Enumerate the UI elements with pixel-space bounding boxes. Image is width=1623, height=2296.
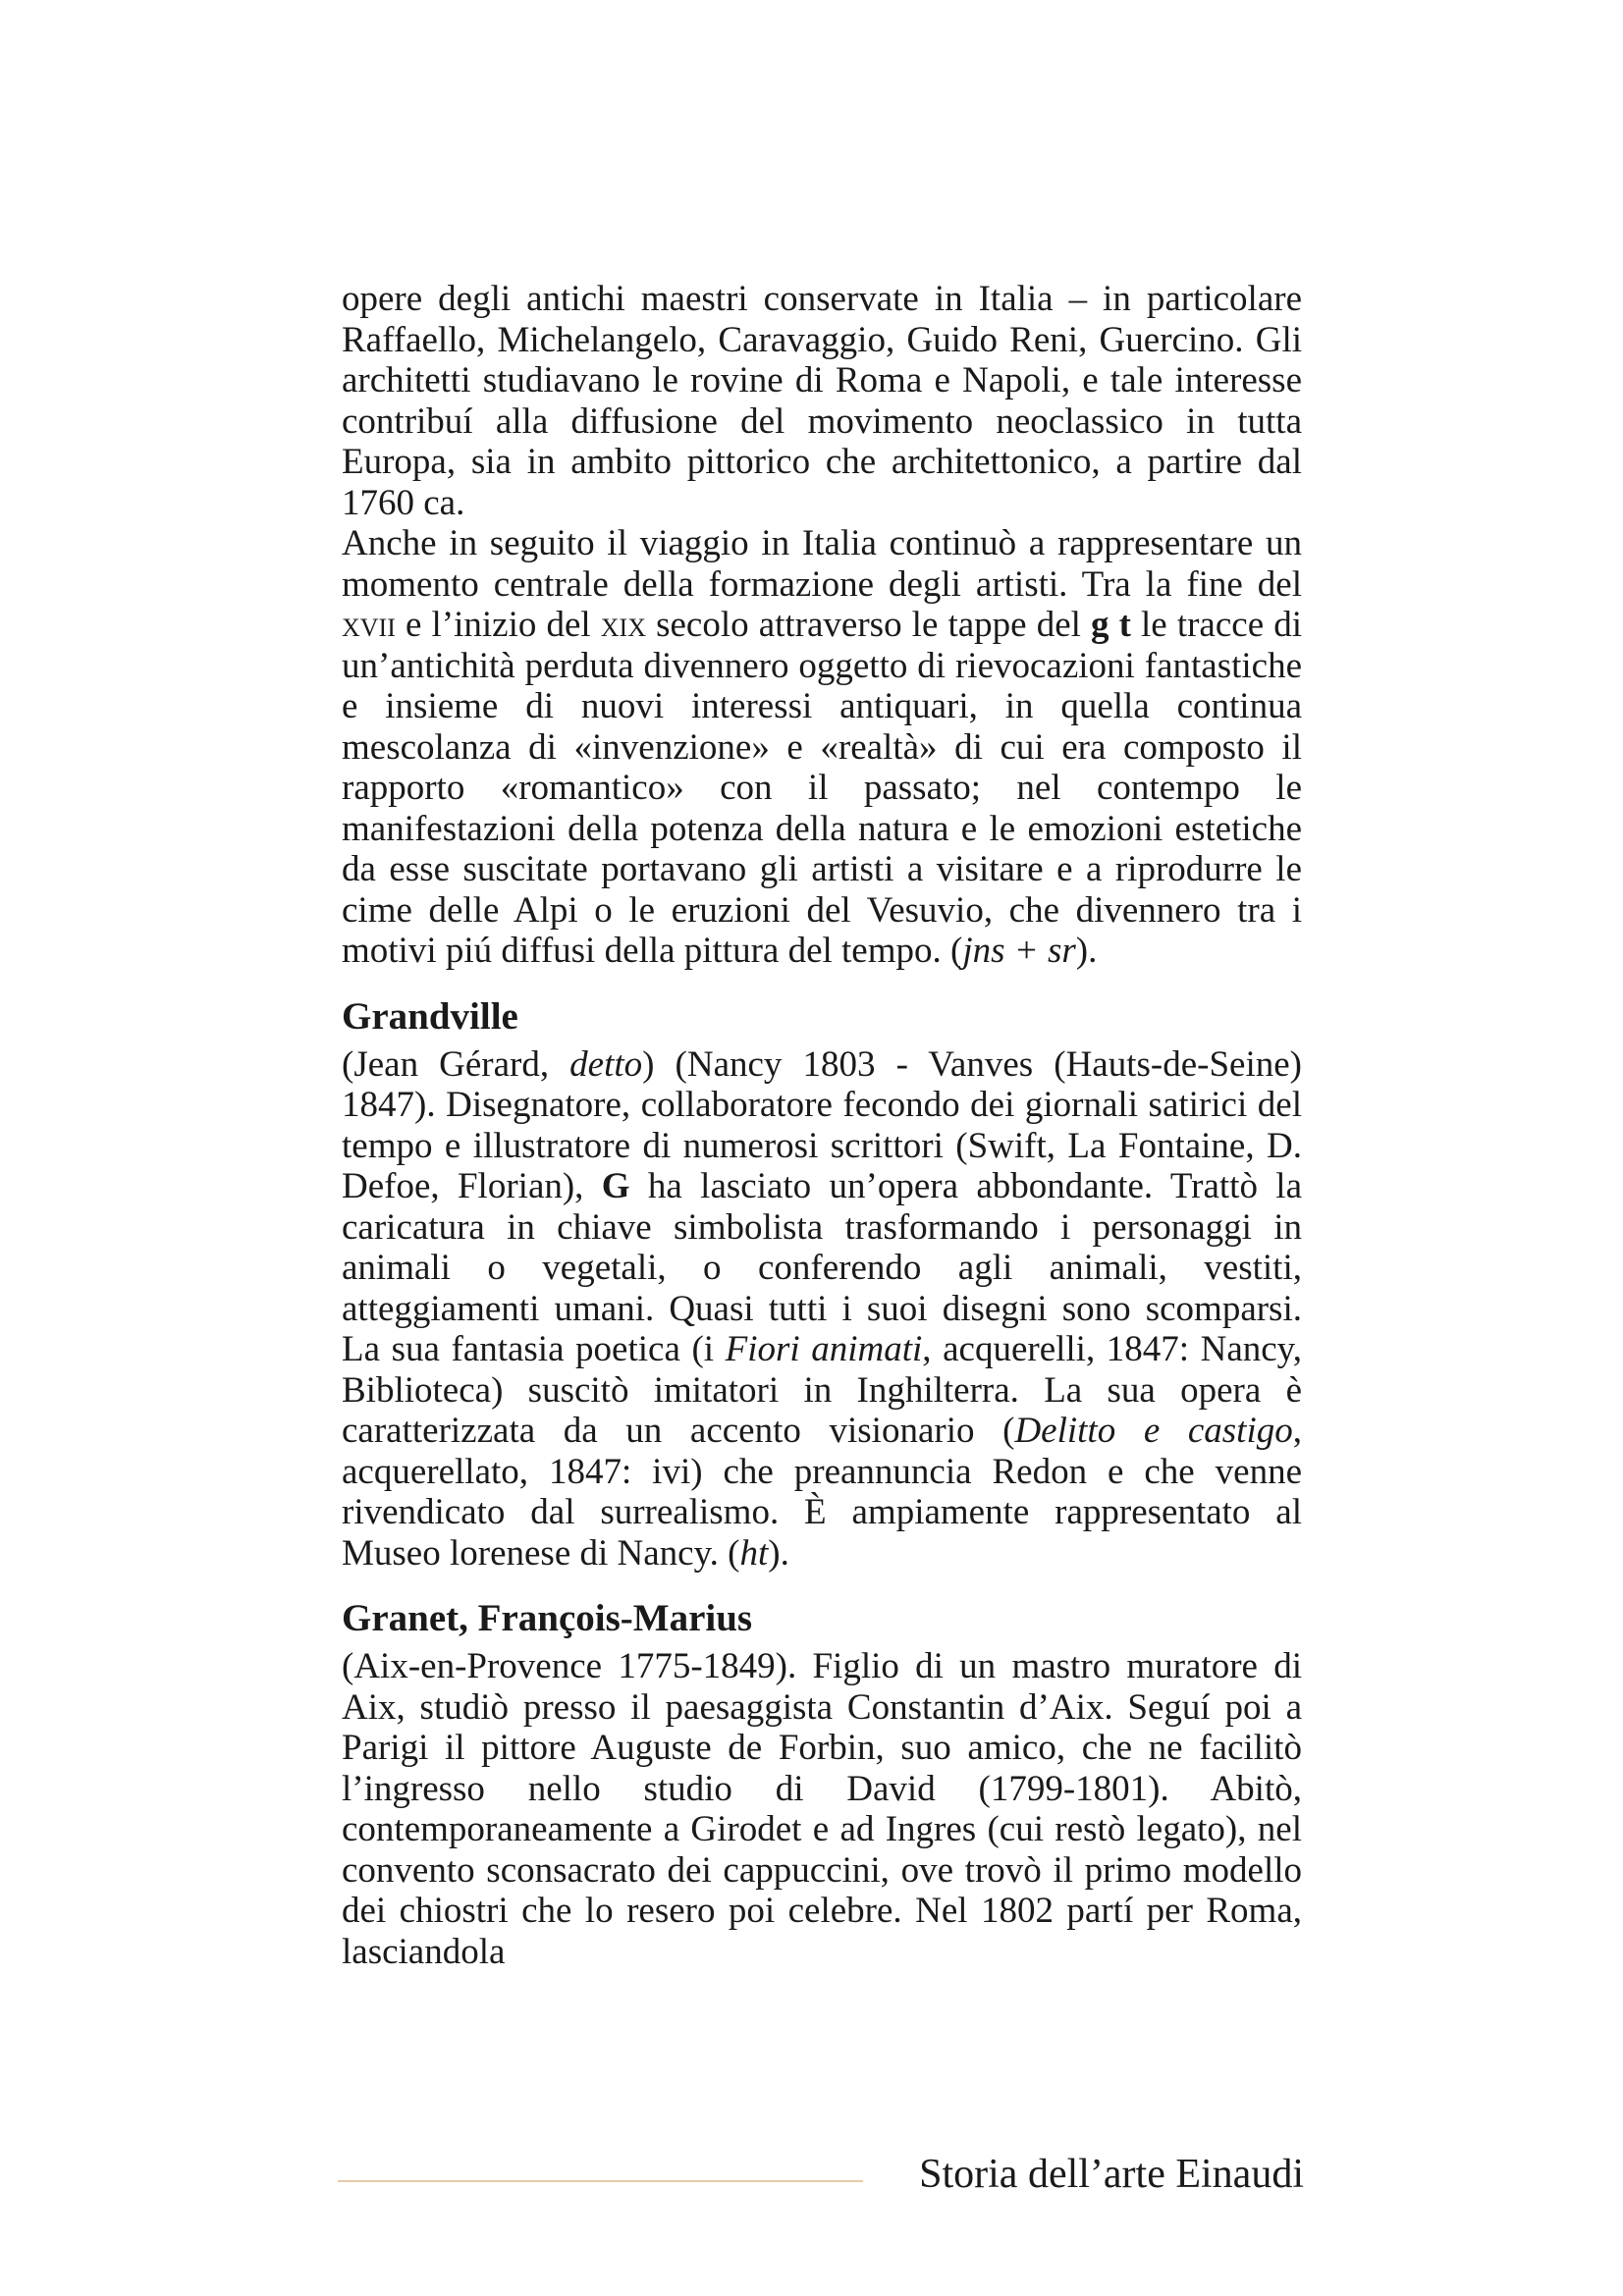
italic-run: Fiori animati [725, 1329, 923, 1369]
text-column [342, 279, 1302, 1972]
text-run: , acquerellato, 1847: ivi) che preannuncia Redon e che venne rivendicato dal surrealismo. È ampiamente rappresentato al Museo lorenese di Nancy. ( [342, 1411, 1302, 1574]
footer-divider [338, 2180, 863, 2182]
text-run: secolo attraverso le tappe del [645, 605, 1091, 645]
text-run: , acquerelli, 1847: Nancy, Biblioteca) suscitò imitatori in Inghilterra. La sua opera è caratterizzata da un accento visionario ( [342, 1329, 1303, 1451]
intro-paragraph-2 [342, 523, 1302, 972]
entry-body-grandville [342, 1044, 1302, 1575]
entry-heading-granet: Granet, François-Marius [342, 1597, 753, 1639]
text-run: ) (Nancy 1803 - Vanves (Hauts-de-Seine) 1847). Disegnatore, collaboratore fecondo dei giornali satirici del tempo e illustratore di numerosi scrittori (Swift, La Fontaine, D. Defoe, Florian), [342, 1043, 1302, 1206]
entry-body-granet: (Aix-en-Provence 1775-1849). Figlio di un mastro muratore di Aix, studiò presso il paesaggista Constantin d’Aix. Seguí poi a Parigi il pittore Auguste de Forbin, suo amico, che ne facilitò l’ingresso nello studio di David (1799-1801). Abitò, contemporaneamente a Girodet e ad Ingres (cui restò legato), nel convento sconsacrato dei cappuccini, ove trovò il primo modello dei chiostri che lo resero poi celebre. Nel 1802 partí per Roma, lasciandola [342, 1646, 1302, 1972]
bold-abbreviation: g t [1091, 605, 1131, 645]
text-run: ha lasciato un’opera abbondante. Trattò la caricatura in chiave simbolista trasformando i personaggi in animali o vegetali, o conferendo agli animali, vestiti, atteggiamenti umani. Quasi tutti i suoi disegni sono scomparsi. La sua fantasia poetica (i [342, 1166, 1302, 1369]
text-run: Anche in seguito il viaggio in Italia continuò a rappresentare un momento centrale della formazione degli artisti. Tra la fine del [342, 523, 1302, 605]
text-run: le tracce di un’antichità perduta divennero oggetto di rievocazioni fantastiche e insieme di nuovi interessi antiquari, in quella continua mescolanza di «invenzione» e «realtà» di cui era composto il rapporto «romantico» con il passato; nel contempo le manifestazioni della potenza della natura e le emozioni estetiche da esse suscitate portavano gli artisti a visitare e a riprodurre le cime delle Alpi o le eruzioni del Vesuvio, che divennero tra i motivi piú diffusi della pittura del tempo. ( [342, 605, 1302, 971]
footer-title: Storia dell’arte Einaudi [919, 2152, 1304, 2197]
text-run: ). [768, 1532, 789, 1574]
italic-run: Delitto e castigo [1014, 1411, 1293, 1451]
century-xvii: xvii [342, 605, 396, 645]
text-run: e l’inizio del [395, 605, 601, 645]
text-run: ). [1075, 931, 1098, 971]
century-xix: xix [600, 605, 646, 645]
intro-paragraph-1: opere degli antichi maestri conservate in Italia – in particolare Raffaello, Michelangelo, Caravaggio, Guido Reni, Guercino. Gli architetti studiavano le rovine di Roma e Napoli, e tale interesse contribuí alla diffusione del movimento neoclassico in tutta Europa, sia in ambito pittorico che architettonico, a partire dal 1760 ca. [342, 279, 1302, 523]
text-run: (Jean Gérard, [342, 1043, 570, 1085]
author-signature: ht [739, 1532, 769, 1574]
bold-abbreviation: G [601, 1166, 630, 1206]
italic-run: detto [569, 1043, 643, 1085]
entry-heading-grandville: Grandville [342, 994, 518, 1038]
author-signature: jns + sr [962, 931, 1076, 971]
